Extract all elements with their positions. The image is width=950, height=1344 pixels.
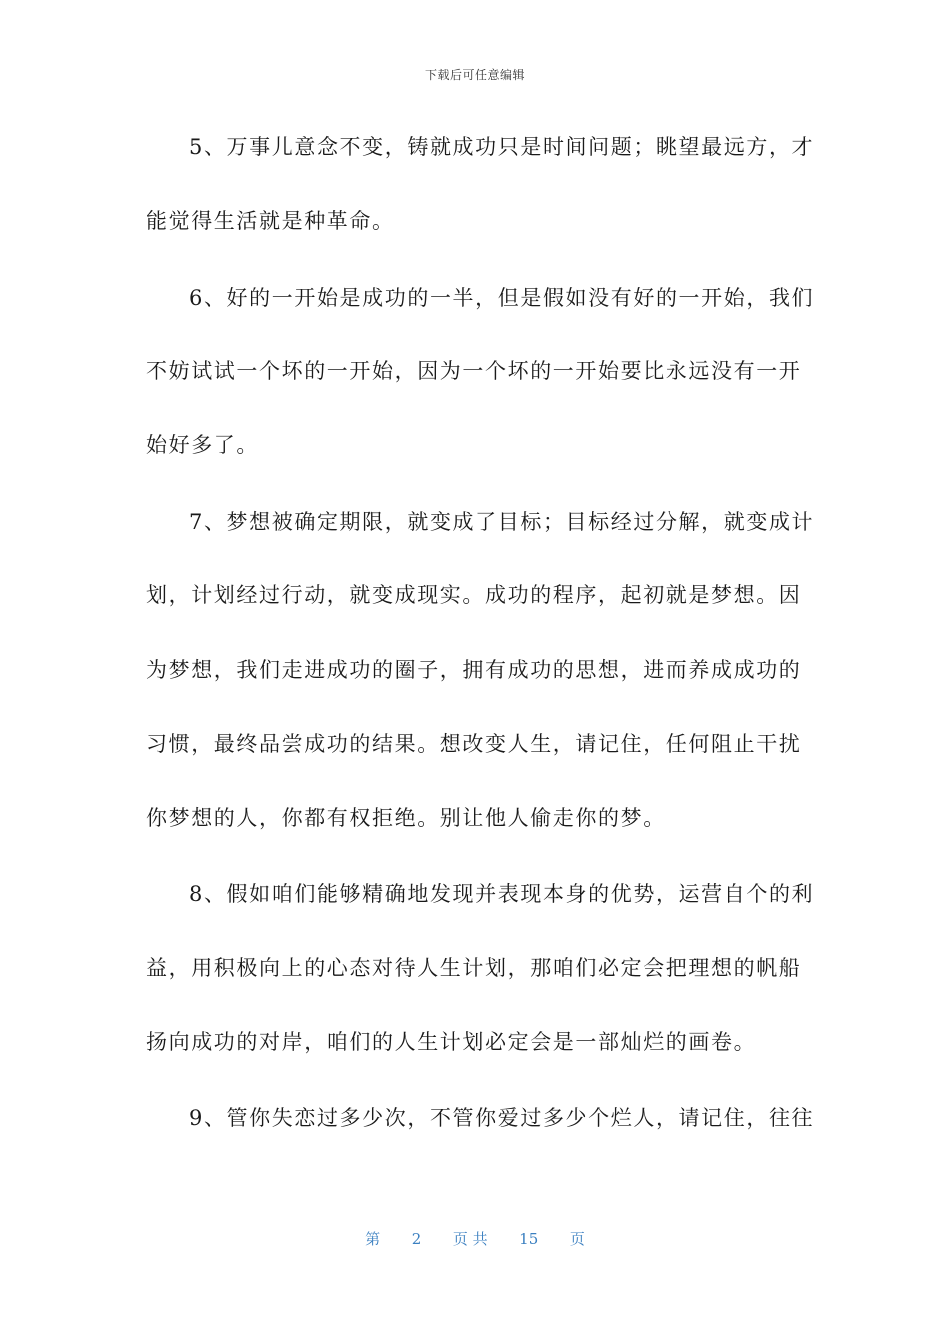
paragraph-line: 6、好的一开始是成功的一半，但是假如没有好的一开始，我们	[189, 286, 815, 310]
page-number: 2	[411, 1230, 422, 1248]
page-footer	[0, 1228, 950, 1249]
paragraph-line: 不妨试试一个坏的一开始，因为一个坏的一开始要比永远没有一开	[146, 359, 802, 383]
paragraph-line: 为梦想，我们走进成功的圈子，拥有成功的思想，进而养成成功的	[146, 658, 802, 682]
paragraph-line: 扬向成功的对岸，咱们的人生计划必定会是一部灿烂的画卷。	[146, 1030, 757, 1054]
paragraph-line: 习惯，最终品尝成功的结果。想改变人生，请记住，任何阻止干扰	[146, 732, 802, 756]
paragraph-line: 9、管你失恋过多少次，不管你爱过多少个烂人，请记住，往往	[189, 1106, 815, 1130]
paragraph-line: 8、假如咱们能够精确地发现并表现本身的优势，运营自个的利	[189, 882, 815, 906]
footer-mid: 页 共	[452, 1230, 488, 1248]
footer-suffix: 页	[569, 1230, 585, 1248]
header-note: 下载后可任意编辑	[424, 68, 525, 82]
paragraph-line: 划，计划经过行动，就变成现实。成功的程序，起初就是梦想。因	[146, 583, 802, 607]
paragraph-line: 能觉得生活就是种革命。	[146, 209, 395, 233]
footer-prefix: 第	[365, 1230, 381, 1248]
paragraph-line: 7、梦想被确定期限，就变成了目标；目标经过分解，就变成计	[189, 510, 815, 534]
paragraph-line: 益，用积极向上的心态对待人生计划，那咱们必定会把理想的帆船	[146, 956, 802, 980]
paragraph-line: 始好多了。	[146, 433, 259, 457]
paragraph-line: 你梦想的人，你都有权拒绝。别让他人偷走你的梦。	[146, 806, 666, 830]
paragraph-line: 5、万事儿意念不变，铸就成功只是时间问题；眺望最远方，才	[189, 135, 815, 159]
page-total: 15	[519, 1230, 539, 1248]
